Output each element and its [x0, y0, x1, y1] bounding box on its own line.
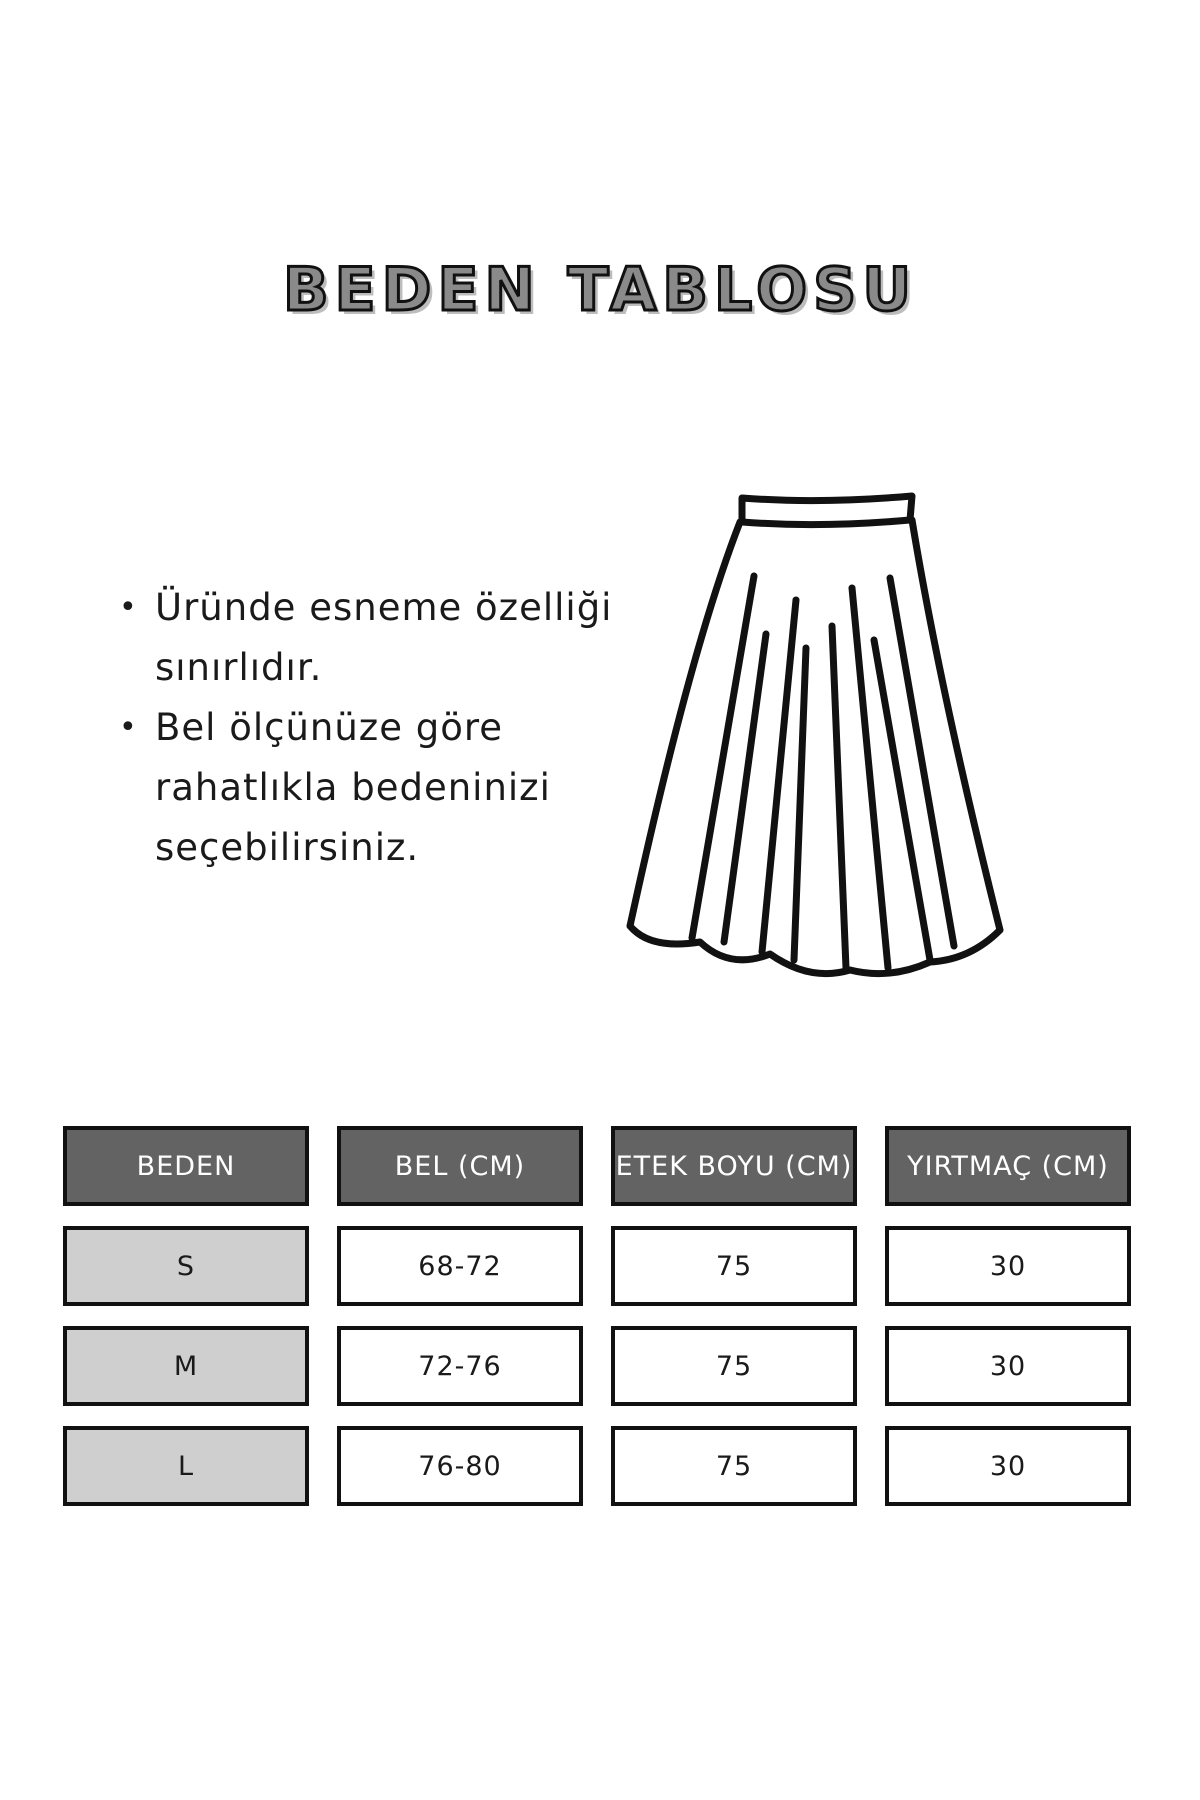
size-cell: S	[63, 1226, 309, 1306]
waist-cell: 76-80	[337, 1426, 583, 1506]
slit-cell: 30	[885, 1426, 1131, 1506]
header-cell-length: ETEK BOYU (CM)	[611, 1126, 857, 1206]
waist-cell: 72-76	[337, 1326, 583, 1406]
slit-cell: 30	[885, 1326, 1131, 1406]
slit-cell: 30	[885, 1226, 1131, 1306]
table-row	[63, 1426, 1133, 1506]
size-table	[63, 1126, 1133, 1526]
length-cell: 75	[611, 1326, 857, 1406]
skirt-outline-icon	[620, 490, 1030, 980]
table-header-row	[63, 1126, 1133, 1206]
waist-cell: 68-72	[337, 1226, 583, 1306]
note-item	[119, 698, 625, 878]
note-item	[119, 578, 625, 698]
bullet-icon: •	[119, 590, 138, 625]
header-cell-size: BEDEN	[63, 1126, 309, 1206]
table-row	[63, 1226, 1133, 1306]
header-cell-waist: BEL (CM)	[337, 1126, 583, 1206]
header-cell-slit: YIRTMAÇ (CM)	[885, 1126, 1131, 1206]
note-text: Bel ölçünüze göre rahatlıkla bedeninizi seçebilirsiniz.	[155, 706, 551, 869]
notes-list	[115, 578, 625, 878]
length-cell: 75	[611, 1426, 857, 1506]
page-title: BEDEN TABLOSU	[282, 255, 918, 325]
size-cell: M	[63, 1326, 309, 1406]
length-cell: 75	[611, 1226, 857, 1306]
bullet-icon: •	[119, 710, 138, 745]
table-row	[63, 1326, 1133, 1406]
note-text: Üründe esneme özelliği sınırlıdır.	[155, 586, 613, 689]
size-cell: L	[63, 1426, 309, 1506]
